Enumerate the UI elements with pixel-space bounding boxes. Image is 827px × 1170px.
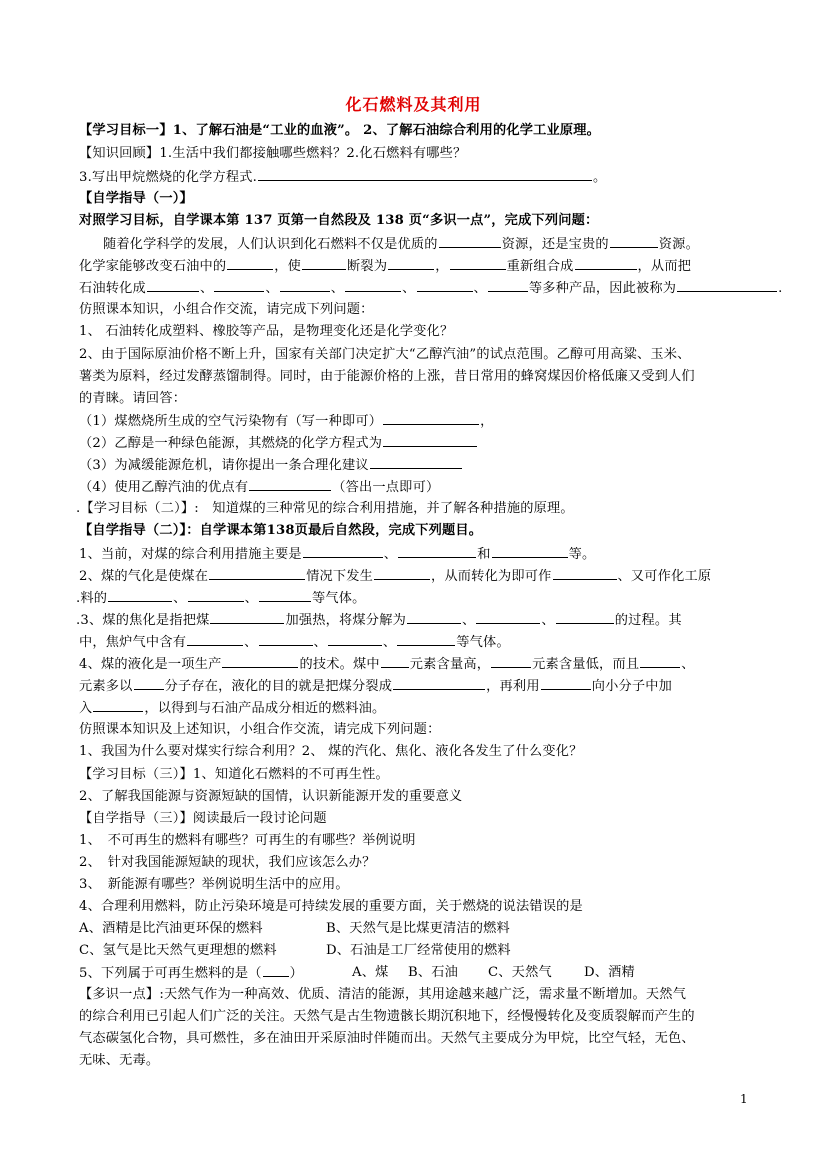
answer-blank[interactable] [345, 279, 401, 292]
answer-blank[interactable] [553, 567, 617, 580]
text: 【自学指导（三）】阅读最后一段讨论问题 [79, 811, 327, 826]
answer-blank[interactable] [302, 257, 346, 270]
answer-blank[interactable] [439, 235, 501, 248]
answer-blank[interactable] [383, 412, 479, 425]
text: 入 [79, 701, 93, 716]
text: 化学家能够改变石油中的 [79, 259, 227, 274]
question-line [79, 633, 510, 652]
text: 、 [541, 613, 555, 628]
answer-blank[interactable] [677, 279, 777, 292]
option-d: D、酒精 [584, 965, 635, 980]
option-b: B、天然气是比煤更清洁的燃料 [326, 921, 510, 936]
option-c: C、天然气 [488, 965, 552, 980]
answer-blank[interactable] [417, 279, 473, 292]
answer-blank[interactable] [134, 677, 164, 690]
answer-blank[interactable] [108, 589, 172, 602]
text: .3、煤的焦化是指把煤 [76, 613, 210, 628]
answer-blank[interactable] [259, 589, 311, 602]
answer-blank[interactable] [370, 456, 462, 469]
question-line [79, 699, 385, 718]
learning-goal-3 [79, 766, 389, 784]
text: ） [289, 966, 304, 981]
text: 仿照课本知识，小组合作交流，请完成下列问题： [79, 302, 374, 317]
text: 元素多以 [79, 679, 133, 694]
text: ， [435, 259, 449, 274]
page-number: 1 [740, 1092, 748, 1106]
text: 2、煤的气化是使煤在 [79, 569, 209, 584]
text: ，以得到与石油产品成分相近的燃料油。 [144, 701, 386, 716]
text: 断裂为 [347, 259, 388, 274]
discussion-question [79, 832, 416, 850]
text: 等。 [568, 547, 596, 562]
text: （1）煤燃烧所生成的空气污染物有（写一种即可） [79, 414, 383, 429]
text: 资源。 [658, 237, 699, 252]
text: 2、 针对我国能源短缺的现状，我们应该怎么办？ [79, 855, 376, 870]
question-3-line [79, 168, 606, 187]
text: 分子存在，液化的目的就是把煤分裂成 [164, 679, 393, 694]
answer-blank[interactable] [188, 589, 244, 602]
answer-blank[interactable] [397, 633, 455, 646]
text: 的过程。其 [614, 613, 682, 628]
learning-goal-2 [76, 500, 574, 518]
text: 、 [265, 281, 279, 296]
text: ，从而转化为即可作 [431, 569, 552, 584]
text: 1、当前，对煤的综合利用措施主要是 [79, 547, 302, 562]
answer-blank[interactable] [210, 611, 284, 624]
question-line [79, 743, 583, 761]
question-3-end: 。 [593, 170, 607, 185]
paragraph-line [79, 279, 783, 298]
self-study-guide-1-heading [79, 190, 193, 208]
answer-blank[interactable] [209, 567, 305, 580]
question-line [76, 611, 682, 630]
answer-blank[interactable] [280, 279, 330, 292]
answer-blank[interactable] [249, 478, 331, 491]
answer-blank[interactable] [303, 545, 383, 558]
text: （2）乙醇是一种绿色能源，其燃烧的化学方程式为 [79, 436, 383, 451]
text: 元素含量高， [409, 657, 491, 672]
answer-blank[interactable] [488, 279, 528, 292]
question-line [79, 567, 711, 586]
text: 1、 石油转化成塑料、橡胶等产品，是物理变化还是化学变化？ [79, 324, 454, 339]
text: 薯类为原料，经过发酵蒸馏制得。同时，由于能源价格的上涨，昔日常用的蜂窝煤因价格低廉又受到人们 [79, 369, 695, 384]
text: 【多识一点】:天然气作为一种高效、优质、清洁的能源，其用途越来越广泛，需求量不断增加。天然气 [79, 987, 687, 1002]
answer-blank[interactable] [258, 168, 592, 181]
self-study-guide-2-heading [79, 522, 482, 540]
study-instruction-1 [79, 212, 598, 230]
text: ，从而把 [637, 259, 692, 274]
answer-blank[interactable] [93, 699, 143, 712]
text: 和 [477, 547, 491, 562]
question-line [79, 390, 186, 408]
text: 【学习目标（三）】1、知道化石燃料的不可再生性。 [79, 767, 389, 782]
text: 资源，还是宝贵的 [501, 237, 609, 252]
text: 石油转化成 [79, 281, 146, 296]
question-line [79, 677, 672, 696]
question-line [79, 545, 595, 564]
text: 、又可作化工原 [617, 569, 712, 584]
answer-blank[interactable] [383, 434, 477, 447]
answer-blank[interactable] [575, 257, 637, 270]
answer-blank[interactable] [491, 655, 531, 668]
text: 仿照课本知识及上述知识，小组合作交流，请完成下列问题： [79, 722, 441, 737]
paragraph-line [79, 721, 440, 739]
sub-question-line [79, 478, 439, 497]
text: 、 [383, 547, 398, 562]
self-study-guide-3-heading [79, 810, 327, 828]
text: 、 [473, 281, 487, 296]
answer-blank[interactable] [492, 545, 568, 558]
extra-knowledge-line [79, 1052, 159, 1070]
text: 加强热，将煤分解为 [285, 613, 406, 628]
text: 元素含量低，而且 [532, 657, 640, 672]
answer-blank[interactable] [450, 257, 506, 270]
option-b: B、石油 [408, 965, 459, 980]
text: 2、由于国际原油价格不断上升，国家有关部门决定扩大“乙醇汽油”的试点范围。乙醇可用高粱、玉米、 [79, 347, 691, 362]
text: 4、煤的液化是一项生产 [79, 657, 222, 672]
answer-blank[interactable] [374, 567, 430, 580]
text: 、 [681, 657, 695, 672]
answer-blank[interactable] [263, 964, 289, 977]
text: 情况下发生 [306, 569, 374, 584]
text: 、 [313, 635, 327, 650]
learning-goal-1 [79, 122, 600, 140]
text: 4、合理利用燃料，防止污染环境是可持续发展的重要方面，关于燃烧的说法错误的是 [79, 899, 583, 914]
answer-blank[interactable] [214, 279, 264, 292]
knowledge-review-text: 【知识回顾】1.生活中我们都接触哪些燃料？2.化石燃料有哪些？ [79, 146, 467, 161]
question-5 [79, 964, 699, 983]
text: 1、 不可再生的燃料有哪些？可再生的有哪些？举例说明 [79, 833, 416, 848]
discussion-question [79, 854, 376, 872]
text: 、 [244, 635, 258, 650]
text: 【自学指导（二）】：自学课本第138页最后自然段，完成下列题目。 [79, 523, 483, 538]
answer-blank[interactable] [227, 257, 273, 270]
answer-blank[interactable] [640, 655, 680, 668]
answer-blank[interactable] [407, 611, 461, 624]
answer-blank[interactable] [476, 611, 540, 624]
paragraph-line [79, 301, 374, 319]
text: 2、了解我国能源与资源短缺的国情，认识新能源开发的重要意义 [79, 789, 463, 804]
text: .【学习目标（二）】: 知道煤的三种常见的综合利用措施，并了解各种措施的原理。 [76, 501, 574, 516]
text: 向小分子中加 [591, 679, 673, 694]
text: （答出一点即可） [332, 480, 440, 495]
extra-knowledge-line [79, 1030, 695, 1048]
sub-question-line [79, 434, 478, 453]
extra-knowledge-line [79, 1008, 695, 1026]
text: 、 [244, 591, 258, 606]
text: （3）为减缓能源危机，请你提出一条合理化建议 [79, 458, 369, 473]
answer-blank[interactable] [259, 633, 313, 646]
answer-blank[interactable] [187, 633, 243, 646]
text: 的综合利用已引起人们广泛的关注。天然气是古生物遗骸长期沉积地下，经慢慢转化及变质裂解而产生的 [79, 1009, 695, 1024]
question-line [79, 655, 695, 674]
instruction-text: 对照学习目标，自学课本第 137 页第一自然段及 138 页“多识一点”，完成下列问题： [79, 213, 599, 228]
text: 无味、无毒。 [79, 1053, 160, 1068]
extra-knowledge-line [79, 986, 686, 1004]
text: 气态碳氢化合物，具可燃性，多在油田开采原油时伴随而出。天然气主要成分为甲烷，比空气轻，无色、 [79, 1031, 695, 1046]
text: 、 [173, 591, 187, 606]
text: （4）使用乙醇汽油的优点有 [79, 480, 249, 495]
text: .料的 [76, 591, 108, 606]
sub-question-line [79, 456, 463, 475]
option-d: D、石油是工厂经常使用的燃料 [326, 943, 511, 958]
question-4 [79, 898, 583, 916]
text: 重新组合成 [506, 259, 574, 274]
answer-blank[interactable] [388, 257, 434, 270]
text: ，再利用 [486, 679, 540, 694]
answer-blank[interactable] [328, 633, 382, 646]
text: 、 [199, 281, 214, 296]
text: 3、 新能源有哪些？举例说明生活中的应用。 [79, 877, 349, 892]
answer-blank[interactable] [556, 611, 614, 624]
text: 的技术。煤中 [299, 657, 380, 672]
text: . [778, 281, 783, 296]
answer-blank[interactable] [222, 655, 298, 668]
text: 5、下列属于可再生燃料的是（ [79, 966, 262, 981]
question-line [79, 323, 453, 341]
text: 的青睐。请回答： [79, 391, 187, 406]
text: ，使 [274, 259, 302, 274]
paragraph-line [103, 235, 699, 254]
text: 、 [402, 281, 416, 296]
option-c: C、氢气是比天然气更理想的燃料 [79, 943, 277, 958]
option-a: A、煤 [352, 965, 389, 980]
document-title: 化石燃料及其利用 [345, 95, 482, 114]
text: 等多种产品，因此被称为 [528, 281, 677, 296]
learning-goal-3-item [79, 788, 462, 806]
text: 、 [330, 281, 345, 296]
answer-blank[interactable] [398, 545, 476, 558]
question-line [79, 368, 695, 386]
question-3-text: 3.写出甲烷燃烧的化学方程式. [79, 170, 258, 185]
sub-question-line [79, 412, 494, 431]
text: ， [480, 414, 494, 429]
discussion-question [79, 876, 349, 894]
option-line [79, 942, 511, 960]
text: 等气体。 [456, 635, 510, 650]
answer-blank[interactable] [381, 655, 409, 668]
text: 随着化学科学的发展，人们认识到化石燃料不仅是优质的 [103, 237, 438, 252]
option-a: A、酒精是比汽油更环保的燃料 [79, 921, 263, 936]
answer-blank[interactable] [393, 677, 485, 690]
question-line [79, 346, 691, 364]
option-line [79, 920, 510, 938]
heading-text: 【自学指导（一）】 [79, 191, 193, 206]
text: 1、我国为什么要对煤实行综合利用？2、 煤的汽化、焦化、液化各发生了什么变化？ [79, 744, 583, 759]
text: 、 [461, 613, 476, 628]
answer-blank[interactable] [541, 677, 591, 690]
text: 等气体。 [311, 591, 366, 606]
learning-goal-1-text: 【学习目标一】1、了解石油是“工业的血液”。 2、了解石油综合利用的化学工业原理。 [79, 123, 601, 138]
question-line [76, 589, 366, 608]
text: 中，焦炉气中含有 [79, 635, 187, 650]
knowledge-review [79, 145, 466, 163]
answer-blank[interactable] [147, 279, 199, 292]
paragraph-line [79, 257, 691, 276]
text: 、 [382, 635, 397, 650]
answer-blank[interactable] [610, 235, 658, 248]
